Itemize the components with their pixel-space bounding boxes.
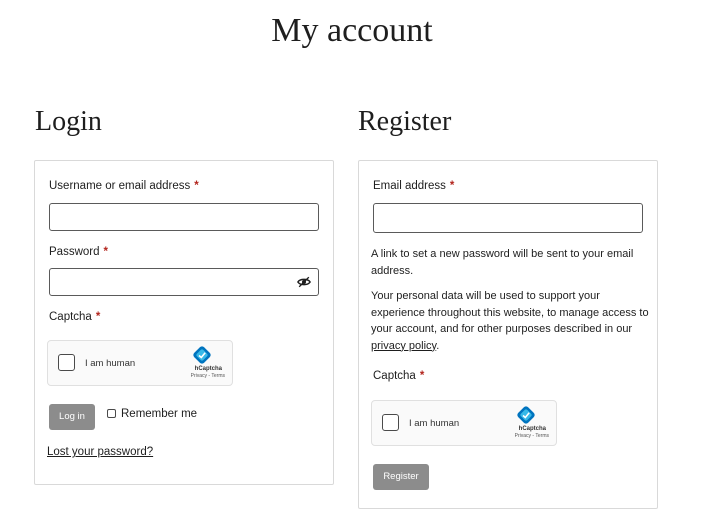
username-input[interactable]: [49, 203, 319, 231]
register-heading: Register: [358, 106, 452, 137]
hcaptcha-widget: [47, 340, 233, 386]
remember-label: Remember me: [121, 408, 198, 420]
required-mark: *: [103, 246, 108, 258]
required-mark: *: [449, 180, 455, 192]
hcaptcha-brand: hCaptcha: [194, 366, 222, 372]
privacy-notice: Your personal data will be used to support your experience throughout this website, to manage access to your account, and for other purposes described in our privacy policy.: [371, 290, 649, 352]
hcaptcha-terms-link[interactable]: Privacy - Terms: [514, 433, 549, 439]
captcha-checkbox[interactable]: [382, 414, 399, 431]
remember-checkbox[interactable]: [107, 409, 116, 418]
register-form: [358, 160, 658, 509]
lost-password-link[interactable]: Lost your password?: [47, 446, 154, 458]
register-button[interactable]: Register: [373, 464, 429, 490]
hcaptcha-brand: hCaptcha: [518, 426, 546, 432]
hcaptcha-logo-icon: [192, 345, 212, 365]
login-form: [34, 160, 334, 485]
login-heading: Login: [35, 106, 102, 137]
captcha-checkbox-label: I am human: [409, 418, 460, 429]
hcaptcha-widget: [371, 400, 557, 446]
required-mark: *: [95, 311, 101, 323]
remember-me[interactable]: [107, 408, 197, 420]
email-input[interactable]: [373, 203, 643, 233]
hcaptcha-logo-icon: [516, 405, 536, 425]
password-input[interactable]: [49, 268, 319, 296]
privacy-policy-link[interactable]: privacy policy: [371, 339, 437, 352]
captcha-label: Captcha *: [49, 311, 101, 323]
captcha-checkbox[interactable]: [58, 354, 75, 371]
password-label: Password *: [49, 246, 108, 258]
required-mark: *: [419, 370, 425, 382]
username-label: Username or email address *: [49, 180, 199, 192]
page-title: My account: [271, 12, 433, 49]
login-button[interactable]: Log in: [49, 404, 95, 430]
eye-slash-icon[interactable]: [297, 275, 311, 289]
captcha-checkbox-label: I am human: [85, 358, 136, 369]
email-label: Email address *: [373, 180, 455, 192]
required-mark: *: [194, 180, 199, 192]
captcha-label: Captcha *: [373, 370, 425, 382]
hcaptcha-terms-link[interactable]: Privacy - Terms: [190, 373, 225, 379]
password-info-text: A link to set a new password will be sent to your email address.: [371, 248, 634, 277]
